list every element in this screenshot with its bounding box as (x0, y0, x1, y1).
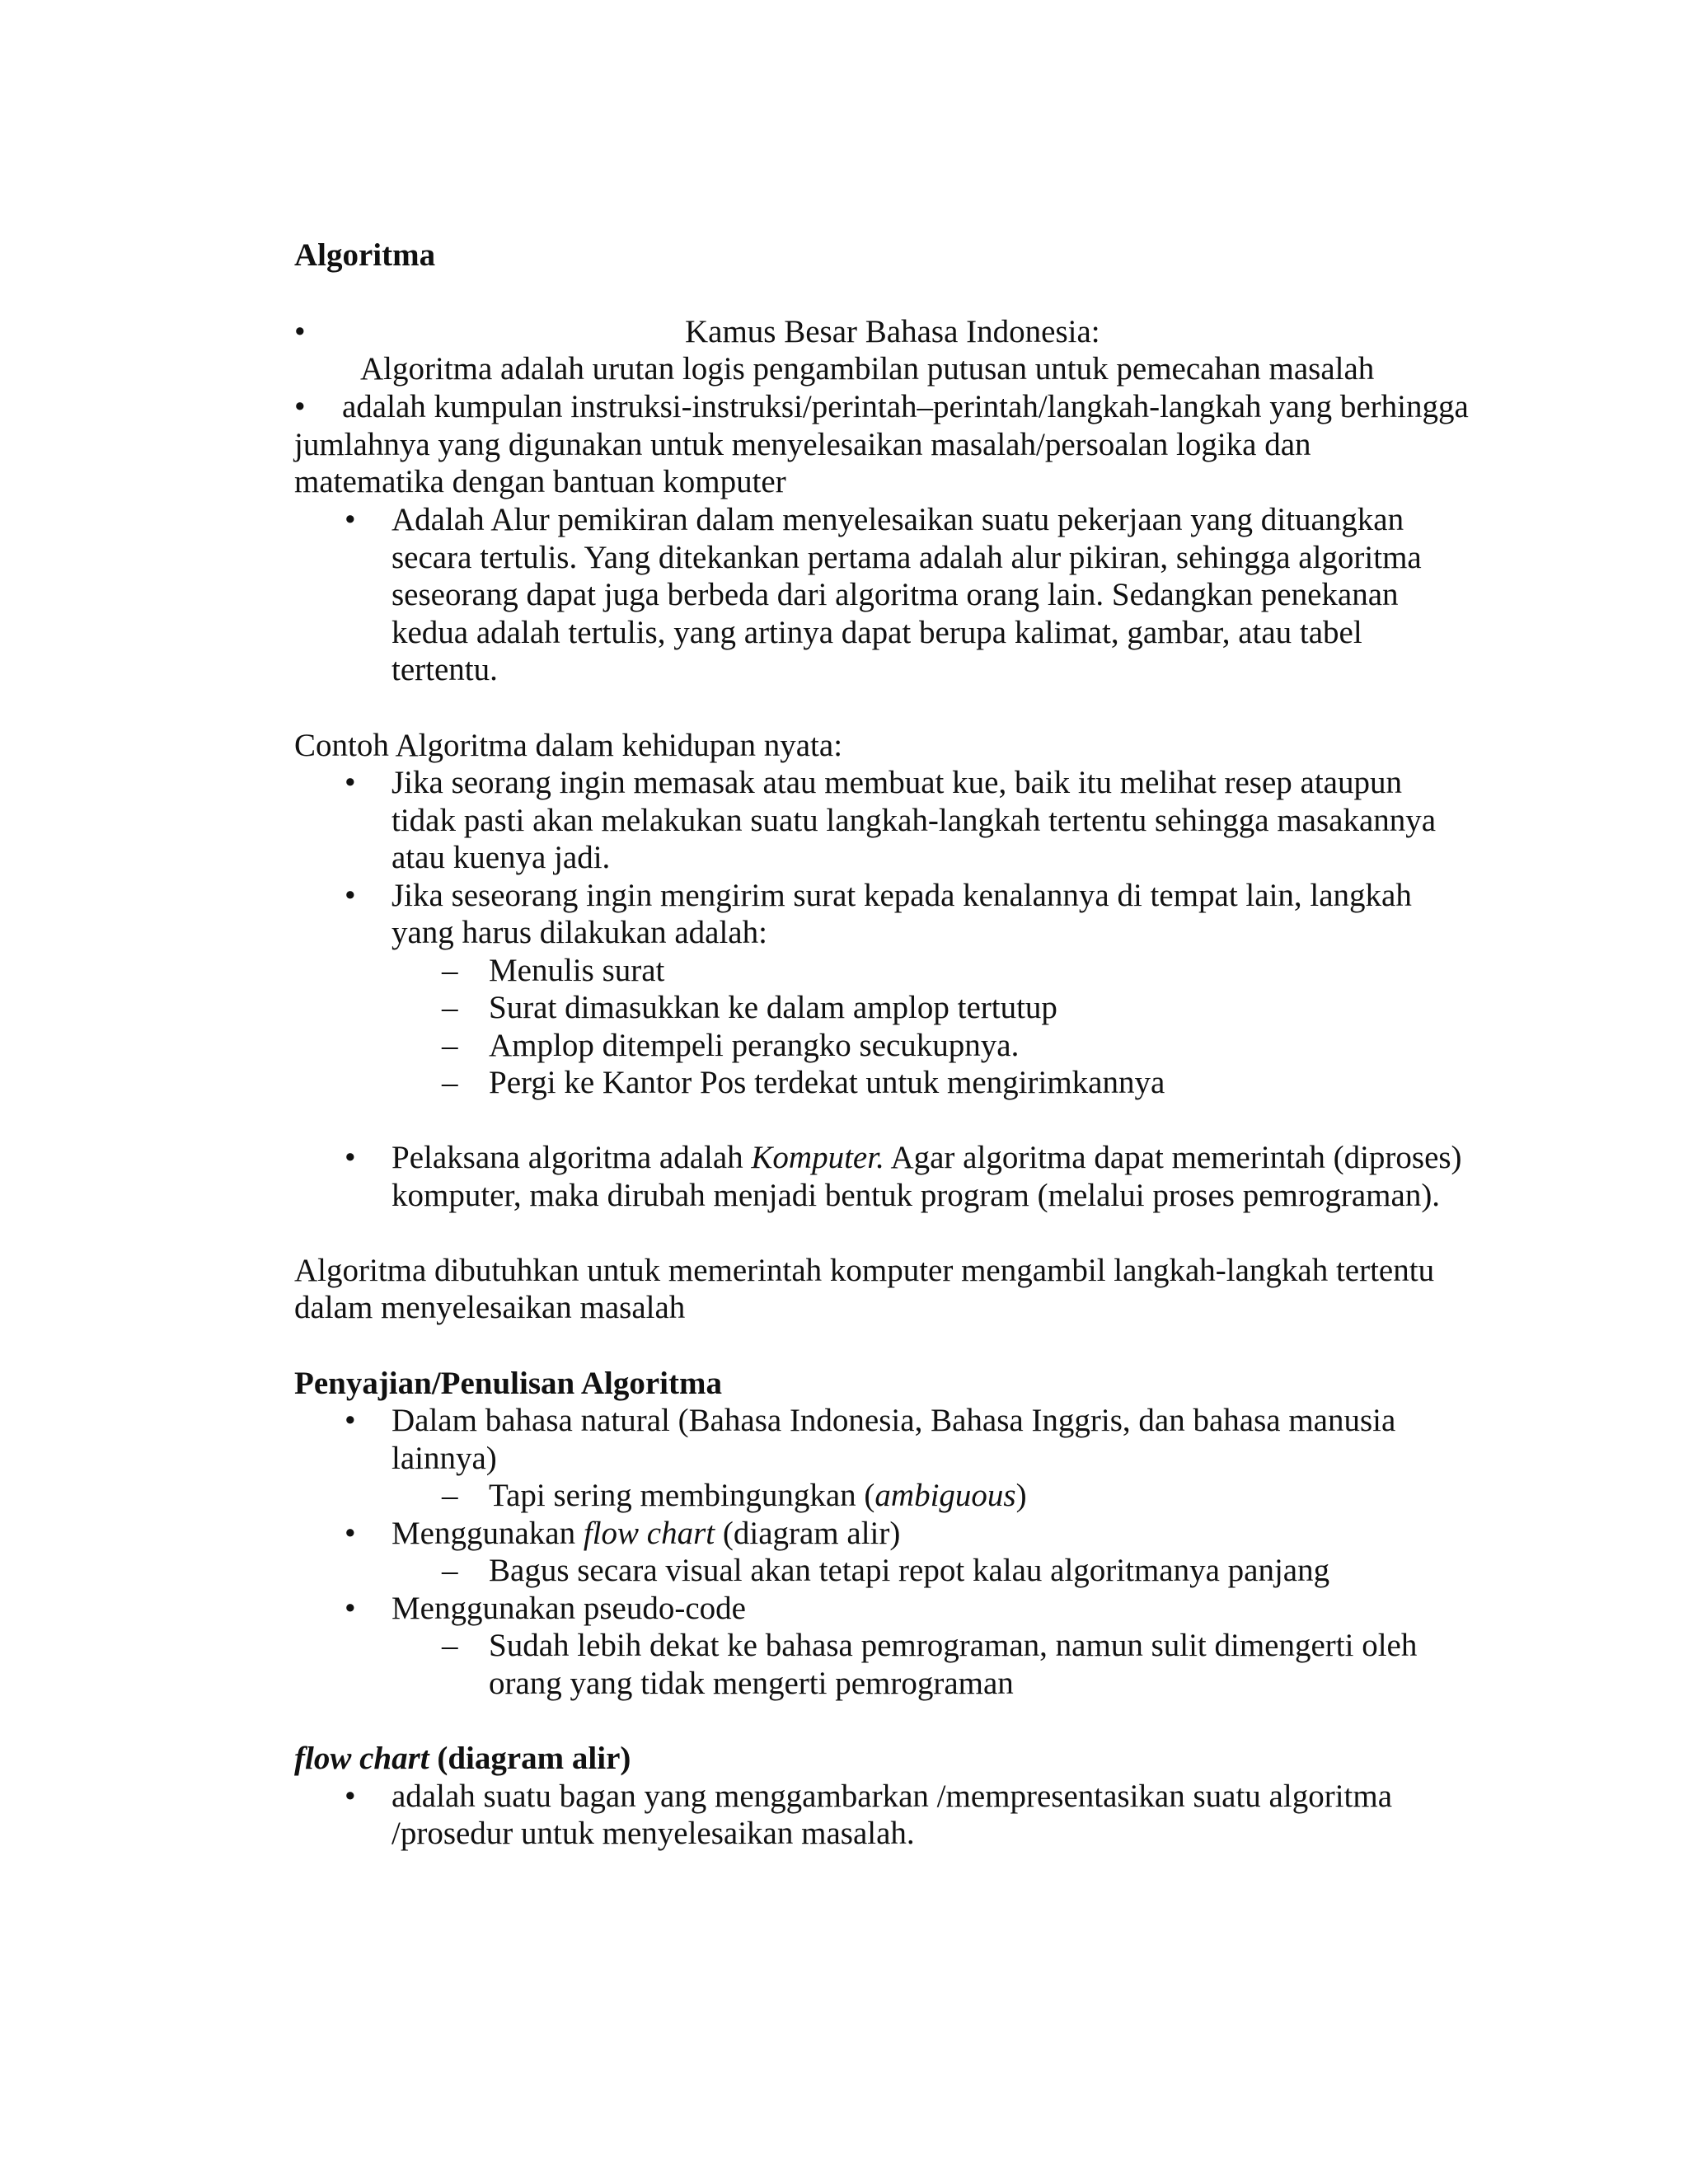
flowchart-text: (diagram alir) (715, 1516, 901, 1551)
bullet-icon: • (345, 878, 356, 913)
dash-icon: – (442, 1553, 458, 1588)
definition-3-line: tertentu. (392, 652, 498, 687)
example-1-line: Jika seorang ingin memasak atau membuat kue, baik itu melihat resep ataupun (392, 765, 1402, 800)
dash-icon: – (442, 1478, 458, 1513)
natural-language-line: Dalam bahasa natural (Bahasa Indonesia, Bahasa Inggris, dan bahasa manusia (392, 1403, 1396, 1438)
natural-sub-italic: ambiguous (874, 1478, 1016, 1513)
bullet-icon: • (294, 314, 306, 349)
natural-sub-line (489, 1477, 1027, 1515)
natural-language-line: lainnya) (392, 1441, 497, 1476)
natural-sub-text: Tapi sering membingungkan ( (489, 1478, 875, 1513)
step-item: Pergi ke Kantor Pos terdekat untuk mengirimkannya (489, 1065, 1165, 1100)
heading-flowchart-rest: (diagram alir) (429, 1741, 631, 1776)
executor-line (392, 1139, 1462, 1177)
pseudocode-sub-line: Sudah lebih dekat ke bahasa pemrograman, namun sulit dimengerti oleh (489, 1628, 1418, 1663)
dash-icon: – (442, 1065, 458, 1100)
heading-presentation: Penyajian/Penulisan Algoritma (294, 1366, 722, 1401)
need-line: dalam menyelesaikan masalah (294, 1290, 686, 1325)
heading-flowchart (294, 1740, 631, 1778)
definition-3-line: seseorang dapat juga berbeda dari algoritma orang lain. Sedangkan penekanan (392, 577, 1399, 612)
natural-sub-text: ) (1015, 1478, 1027, 1513)
step-item: Amplop ditempeli perangko secukupnya. (489, 1028, 1020, 1063)
bullet-icon: • (345, 1516, 356, 1551)
bullet-icon: • (345, 765, 356, 800)
definition-3-line: kedua adalah tertulis, yang artinya dapat berupa kalimat, gambar, atau tabel (392, 615, 1362, 650)
bullet-icon: • (345, 1140, 356, 1175)
dash-icon: – (442, 1628, 458, 1663)
bullet-icon: • (345, 1403, 356, 1438)
flowchart-text: Menggunakan (392, 1516, 584, 1551)
kbbi-definition: Algoritma adalah urutan logis pengambilan putusan untuk pemecahan masalah (360, 351, 1375, 387)
flowchart-italic: flow chart (583, 1516, 715, 1551)
definition-3-line: secara tertulis. Yang ditekankan pertama adalah alur pikiran, sehingga algoritma (392, 540, 1422, 575)
definition-2-line: matematika dengan bantuan komputer (294, 464, 786, 499)
bullet-icon: • (345, 1591, 356, 1626)
step-item: Menulis surat (489, 953, 665, 988)
example-2-line: yang harus dilakukan adalah: (392, 915, 767, 950)
need-line: Algoritma dibutuhkan untuk memerintah komputer mengambil langkah-langkah tertentu (294, 1253, 1435, 1288)
flowchart-sub-line: Bagus secara visual akan tetapi repot kalau algoritmanya panjang (489, 1553, 1330, 1588)
flowchart-item (392, 1515, 900, 1553)
example-2-line: Jika seseorang ingin mengirim surat kepada kenalannya di tempat lain, langkah (392, 878, 1412, 913)
definition-3-line: Adalah Alur pemikiran dalam menyelesaikan suatu pekerjaan yang dituangkan (392, 502, 1404, 537)
pseudocode-sub-line: orang yang tidak mengerti pemrograman (489, 1666, 1014, 1701)
dash-icon: – (442, 990, 458, 1025)
heading-algoritma: Algoritma (294, 237, 436, 273)
flowchart-definition-line: /prosedur untuk menyelesaikan masalah. (392, 1816, 915, 1851)
definition-2-line: adalah kumpulan instruksi-instruksi/perintah–perintah/langkah-langkah yang berhingga (342, 389, 1469, 424)
bullet-icon: • (345, 1779, 356, 1814)
kbbi-label: Kamus Besar Bahasa Indonesia: (685, 314, 1100, 349)
step-item: Surat dimasukkan ke dalam amplop tertutup (489, 990, 1057, 1025)
heading-flowchart-italic: flow chart (294, 1741, 429, 1776)
example-1-line: tidak pasti akan melakukan suatu langkah-langkah tertentu sehingga masakannya (392, 803, 1437, 838)
examples-intro: Contoh Algoritma dalam kehidupan nyata: (294, 728, 843, 763)
bullet-icon: • (345, 502, 356, 537)
executor-text: Agar algoritma dapat memerintah (diproses) (884, 1140, 1462, 1175)
executor-line-2: komputer, maka dirubah menjadi bentuk program (melalui proses pemrograman). (392, 1178, 1441, 1213)
flowchart-definition-line: adalah suatu bagan yang menggambarkan /mempresentasikan suatu algoritma (392, 1779, 1393, 1814)
executor-italic: Komputer. (751, 1140, 884, 1175)
executor-text: Pelaksana algoritma adalah (392, 1140, 752, 1175)
pseudocode-item: Menggunakan pseudo-code (392, 1591, 746, 1626)
dash-icon: – (442, 1028, 458, 1063)
example-1-line: atau kuenya jadi. (392, 840, 611, 875)
definition-2-line: jumlahnya yang digunakan untuk menyelesaikan masalah/persoalan logika dan (294, 427, 1311, 462)
dash-icon: – (442, 953, 458, 988)
bullet-icon: • (294, 389, 306, 424)
